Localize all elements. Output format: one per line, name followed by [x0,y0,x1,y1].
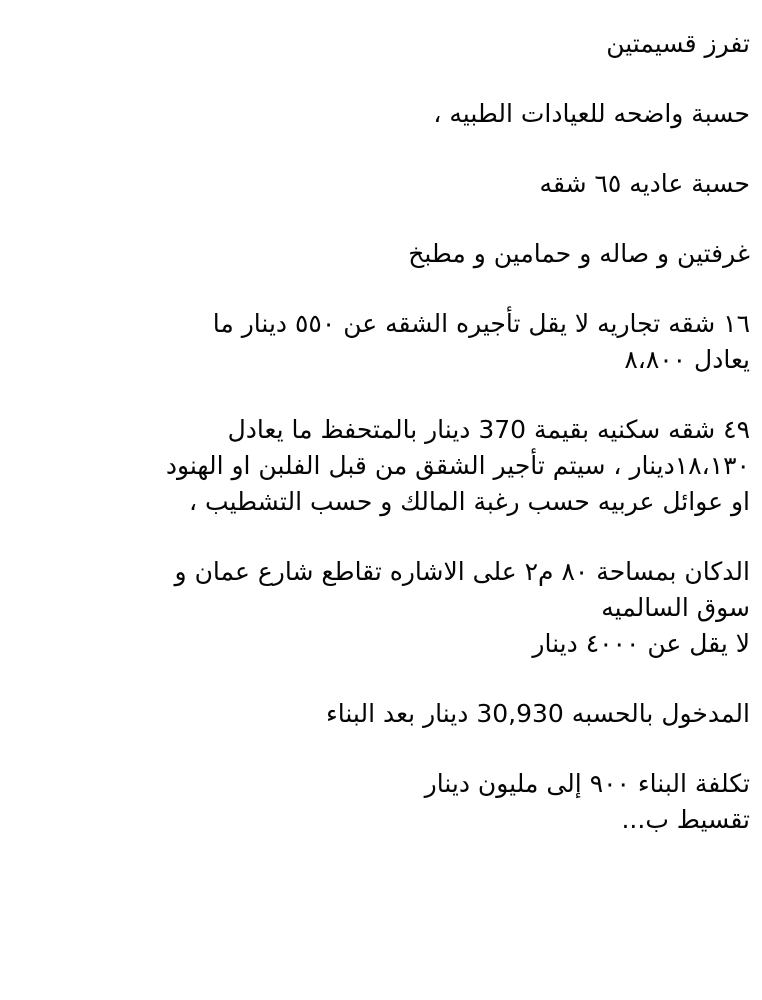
text-line: لا يقل عن ٤٠٠٠ دينار [532,629,750,658]
text-line: الدكان بمساحة ٨٠ م٢ على الاشاره تقاطع شارع عمان و [174,557,750,586]
text-line: تفرز قسيمتين [606,29,750,58]
paragraph-residential-apartments [14,412,750,520]
text-line: تقسيط ب... [621,805,750,834]
paragraph-apartment-layout [14,236,750,272]
paragraph-income [14,696,750,732]
paragraph-lots [14,26,750,62]
text-line: تكلفة البناء ٩٠٠ إلى مليون دينار [424,769,750,798]
paragraph-apartment-count [14,166,750,202]
text-line: سوق السالميه [601,593,750,622]
text-line: حسبة واضحه للعيادات الطبيه ، [433,99,750,128]
paragraph-commercial-apartments [14,306,750,378]
paragraph-clinics [14,96,750,132]
text-line: حسبة عاديه ٦٥ شقه [539,169,750,198]
paragraph-construction-cost [14,766,750,838]
paragraph-shop [14,554,750,662]
text-line: المدخول بالحسبه 30,930 دينار بعد البناء [326,699,750,728]
text-line: او عوائل عربيه حسب رغبة المالك و حسب التشطيب ، [189,487,750,516]
post-body [14,26,750,872]
text-line: ٤٩ شقه سكنيه بقيمة 370 دينار بالمتحفظ ما يعادل [227,415,750,444]
text-line: ١٦ شقه تجاريه لا يقل تأجيره الشقه عن ٥٥٠ دينار ما [212,309,750,338]
text-line: يعادل ٨،٨٠٠ [624,345,750,374]
text-line: ١٨،١٣٠دينار ، سيتم تأجير الشقق من قبل الفلبن او الهنود [165,451,750,480]
text-line: غرفتين و صاله و حمامين و مطبخ [408,239,750,268]
